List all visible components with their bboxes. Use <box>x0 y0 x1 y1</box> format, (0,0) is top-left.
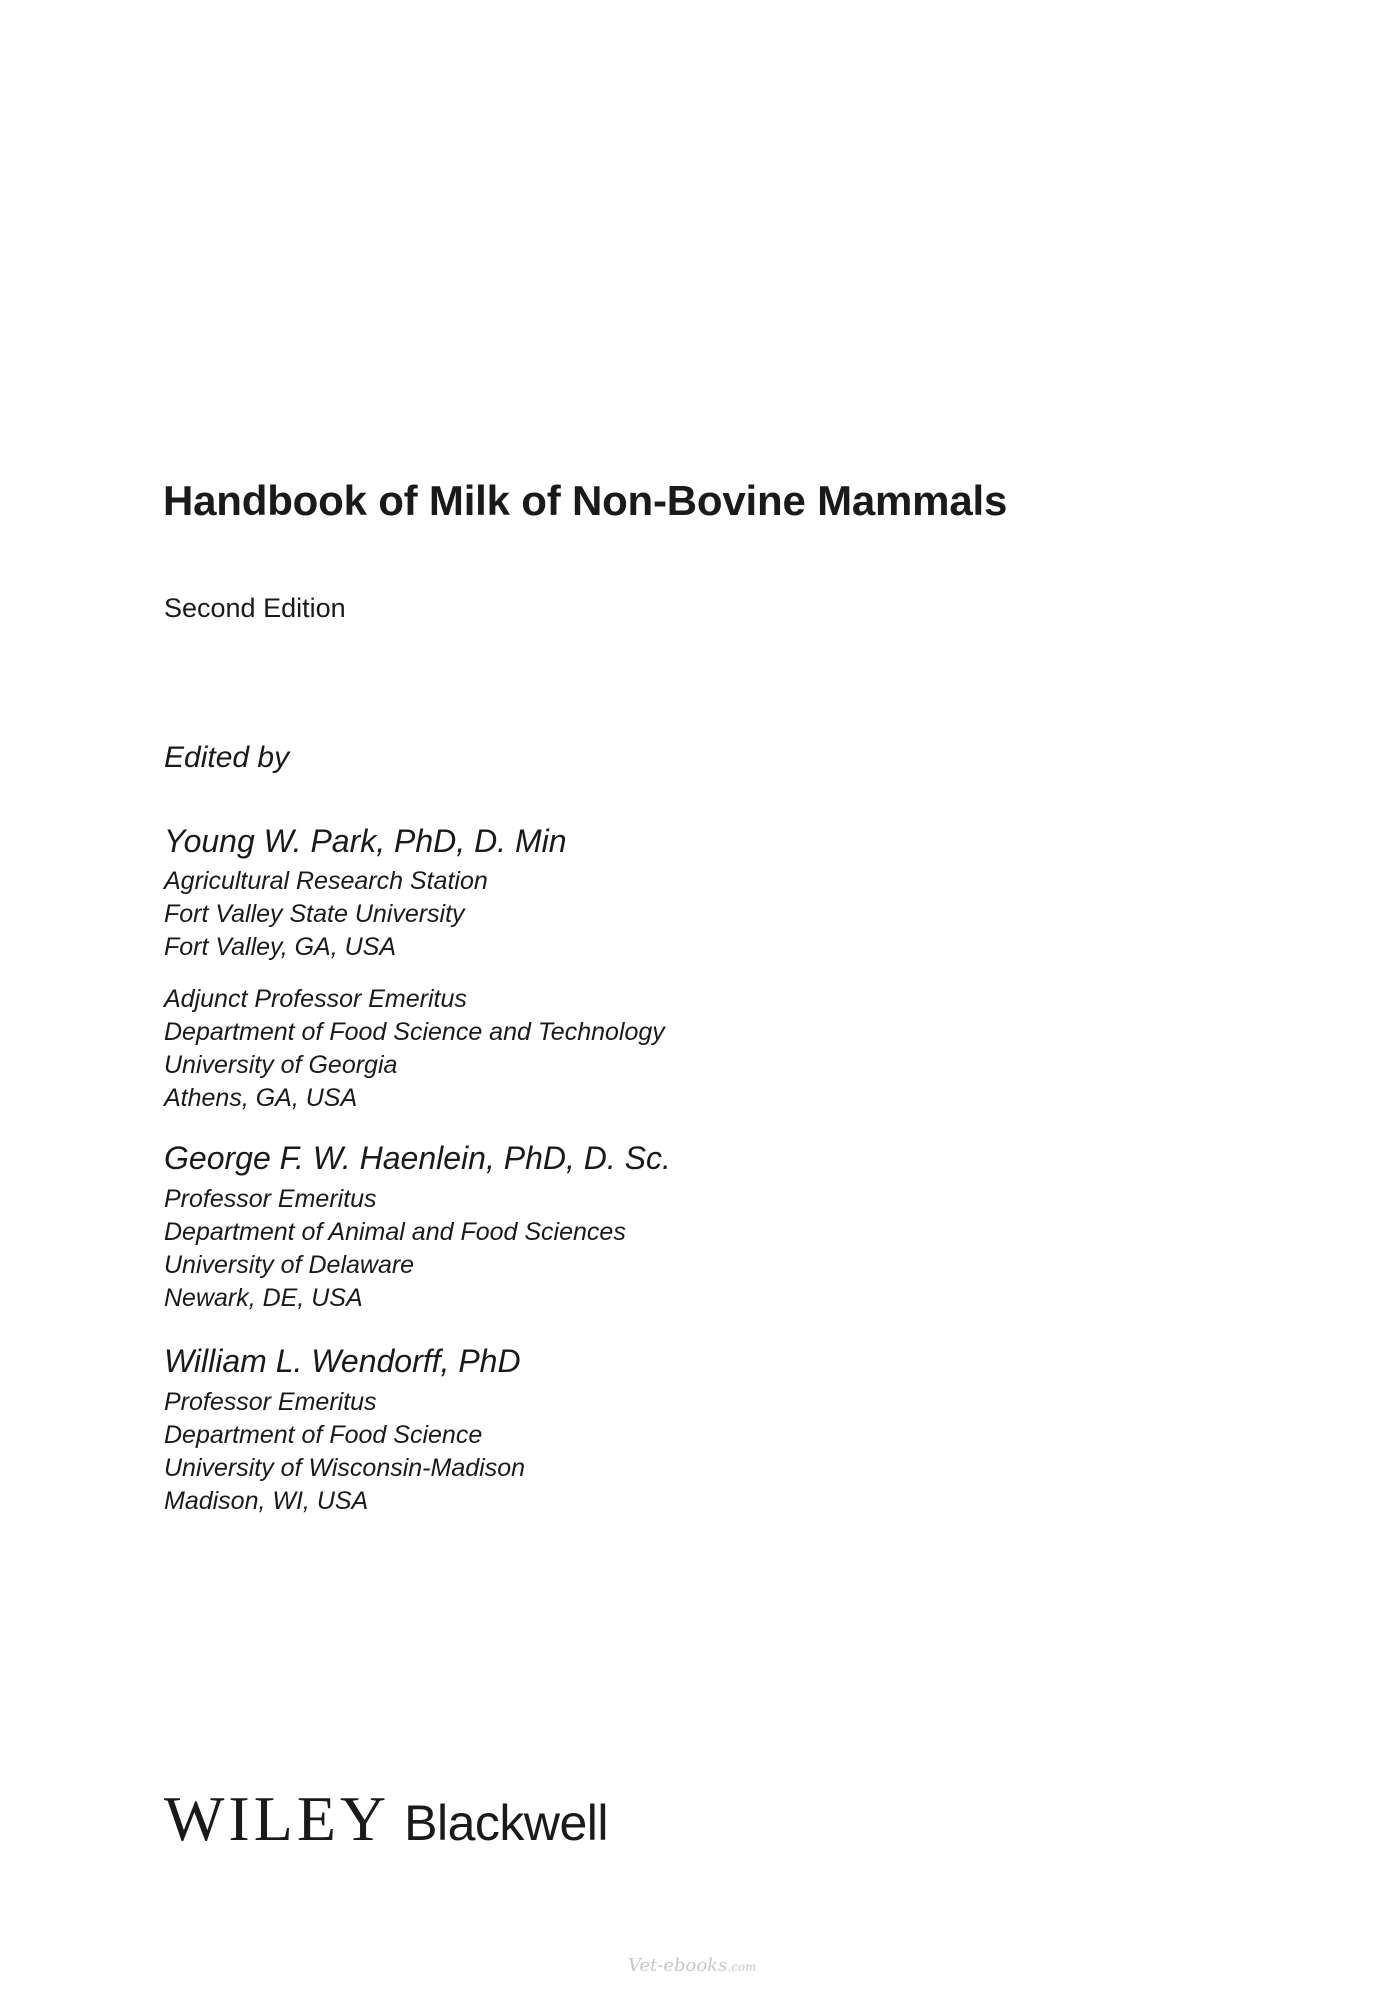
affiliation-line: Department of Animal and Food Sciences <box>164 1218 626 1246</box>
editor-name-park: Young W. Park, PhD, D. Min <box>164 823 567 859</box>
affiliation-line: Fort Valley State University <box>164 900 465 928</box>
affiliation-line: Professor Emeritus <box>164 1185 377 1213</box>
book-edition: Second Edition <box>164 593 346 623</box>
blackwell-logo-text: Blackwell <box>404 1795 609 1851</box>
edited-by-label: Edited by <box>164 741 290 774</box>
publisher-logo <box>164 1782 608 1852</box>
affiliation-line: Madison, WI, USA <box>164 1487 369 1515</box>
editor-name-haenlein: George F. W. Haenlein, PhD, D. Sc. <box>164 1140 671 1176</box>
affiliation-line: University of Georgia <box>164 1051 398 1079</box>
editor-affiliation-haenlein <box>164 1183 626 1315</box>
affiliation-line: University of Delaware <box>164 1251 415 1279</box>
affiliation-line: Adjunct Professor Emeritus <box>164 985 467 1013</box>
affiliation-line: Department of Food Science and Technology <box>164 1018 665 1046</box>
editor-affiliation-park-2 <box>164 983 665 1115</box>
editor-affiliation-park-1 <box>164 865 488 964</box>
affiliation-line: Agricultural Research Station <box>164 867 488 895</box>
watermark <box>628 1955 756 1976</box>
editor-name-wendorff: William L. Wendorff, PhD <box>164 1343 521 1379</box>
affiliation-line: Fort Valley, GA, USA <box>164 933 397 961</box>
book-title: Handbook of Milk of Non-Bovine Mammals <box>163 477 1008 524</box>
watermark-main: Vet-ebooks <box>628 1955 728 1976</box>
watermark-suffix: .com <box>727 1960 757 1974</box>
affiliation-line: Professor Emeritus <box>164 1388 377 1416</box>
affiliation-line: Department of Food Science <box>164 1421 483 1449</box>
affiliation-line: University of Wisconsin-Madison <box>164 1454 525 1482</box>
editor-affiliation-wendorff <box>164 1386 525 1518</box>
wiley-logo-text: WILEY <box>164 1783 391 1854</box>
affiliation-line: Athens, GA, USA <box>164 1084 358 1112</box>
affiliation-line: Newark, DE, USA <box>164 1284 363 1312</box>
